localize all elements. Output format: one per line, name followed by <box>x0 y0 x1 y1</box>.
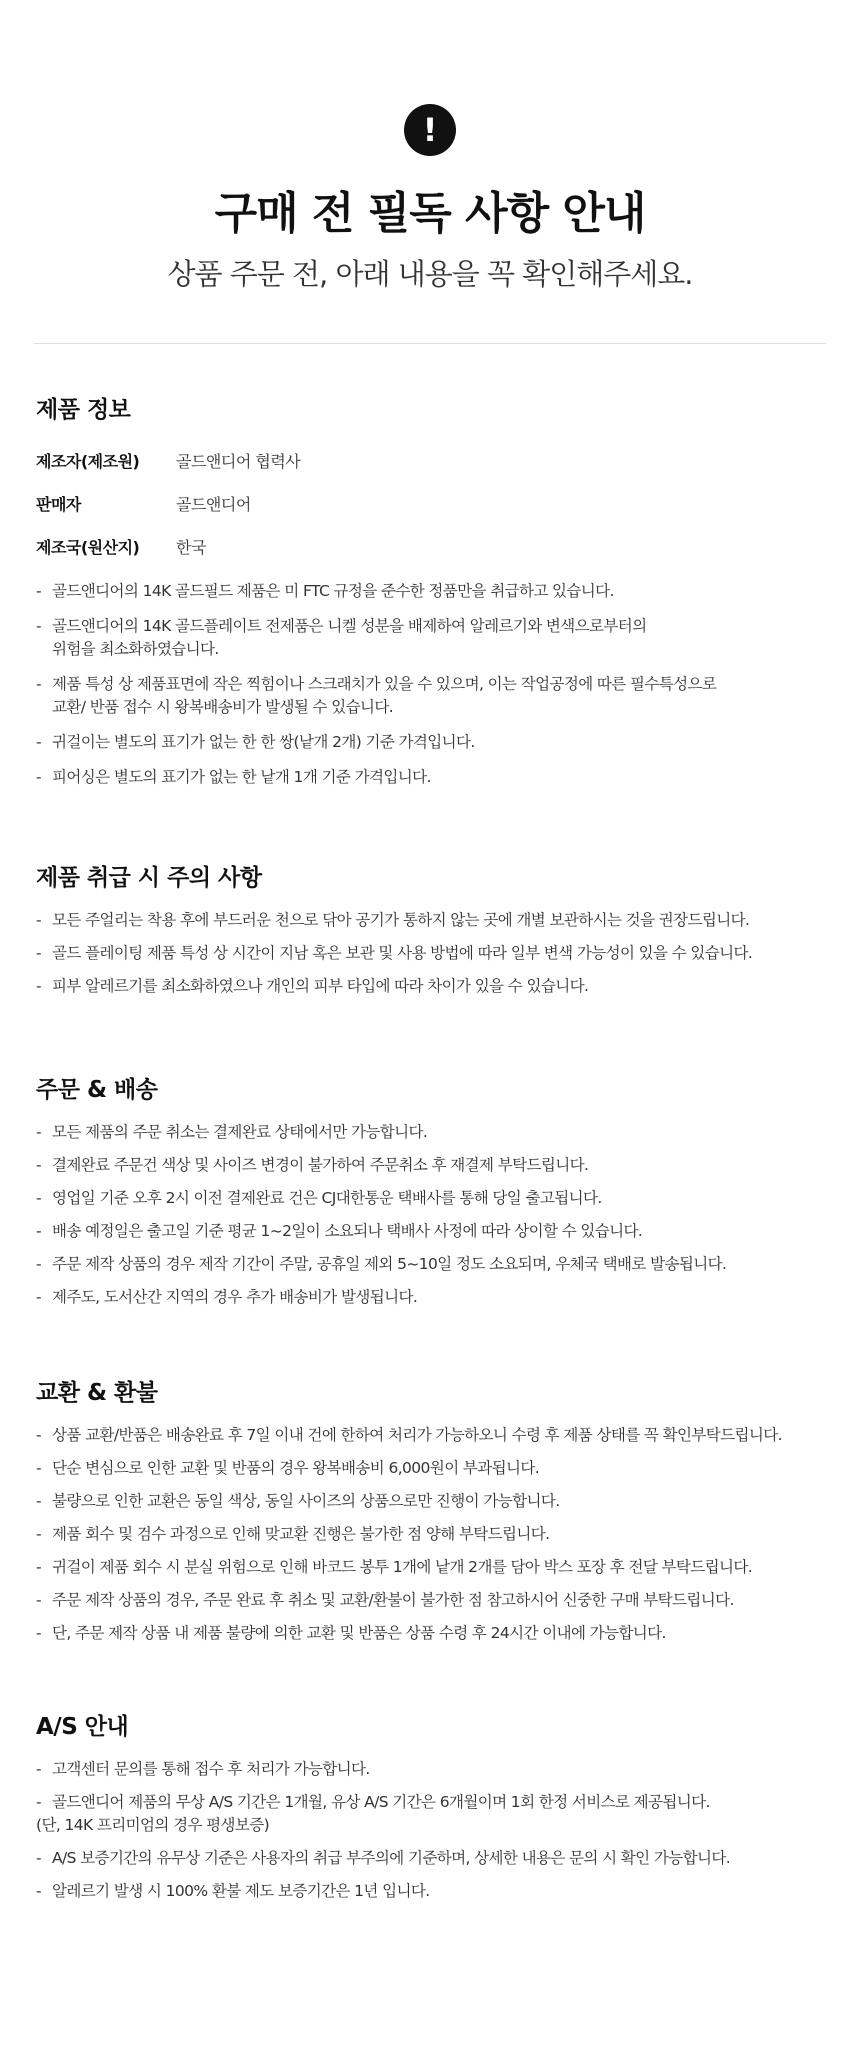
shipping-list <box>36 1121 840 1309</box>
section-heading: 교환 & 환불 <box>36 1380 158 1406</box>
as-section <box>36 1712 840 1903</box>
list-item: - 결제완료 주문건 색상 및 사이즈 변경이 불가하여 주문취소 후 재결제 부탁드립니다. <box>36 1154 840 1177</box>
as-list-top <box>36 1758 840 1814</box>
as-note: (단, 14K 프리미엄의 경우 평생보증) <box>36 1816 270 1834</box>
product-info-section <box>36 395 840 789</box>
section-heading: 주문 & 배송 <box>36 1077 158 1103</box>
list-item: - 제품 특성 상 제품표면에 작은 찍힘이나 스크래치가 있을 수 있으며, 이는 작업공정에 따른 필수특성으로 교환/ 반품 접수 시 왕복배송비가 발생될 수 있습니다. <box>36 673 840 719</box>
section-heading: A/S 안내 <box>36 1714 129 1740</box>
info-row-origin <box>36 537 840 559</box>
list-item: - 주문 제작 상품의 경우 제작 기간이 주말, 공휴일 제외 5~10일 정도 소요되며, 우체국 택배로 발송됩니다. <box>36 1253 840 1276</box>
list-item: - 알레르기 발생 시 100% 환불 제도 보증기간은 1년 입니다. <box>36 1880 840 1903</box>
list-item: - 골드앤디어 제품의 무상 A/S 기간은 1개월, 유상 A/S 기간은 6개월이며 1회 한정 서비스로 제공됩니다. <box>36 1791 840 1814</box>
list-item: - 주문 제작 상품의 경우, 주문 완료 후 취소 및 교환/환불이 불가한 점 참고하시어 신중한 구매 부탁드립니다. <box>36 1589 840 1612</box>
info-key: 판매자 <box>36 495 81 514</box>
care-list <box>36 909 840 998</box>
list-item: - 제품 회수 및 검수 과정으로 인해 맞교환 진행은 불가한 점 양해 부탁드립니다. <box>36 1523 840 1546</box>
info-value: 한국 <box>176 538 206 557</box>
list-item: - 골드앤디어의 14K 골드필드 제품은 미 FTC 규정을 준수한 정품만을 취급하고 있습니다. <box>36 580 840 603</box>
list-item: - 귀걸이 제품 회수 시 분실 위험으로 인해 바코드 봉투 1개에 낱개 2개를 담아 박스 포장 후 전달 부탁드립니다. <box>36 1556 840 1579</box>
refund-section <box>36 1378 840 1645</box>
info-row-seller <box>36 494 840 516</box>
list-item: - 골드앤디어의 14K 골드플레이트 전제품은 니켈 성분을 배제하여 알레르기와 변색으로부터의 위험을 최소화하였습니다. <box>36 615 840 661</box>
section-heading: 제품 정보 <box>36 397 131 423</box>
list-item: - A/S 보증기간의 유무상 기준은 사용자의 취급 부주의에 기준하며, 상세한 내용은 문의 시 확인 가능합니다. <box>36 1847 840 1870</box>
list-item: - 단순 변심으로 인한 교환 및 반품의 경우 왕복배송비 6,000원이 부과됩니다. <box>36 1457 840 1480</box>
section-heading: 제품 취급 시 주의 사항 <box>36 865 262 891</box>
info-row-manufacturer <box>36 451 840 473</box>
page-subtitle: 상품 주문 전, 아래 내용을 꼭 확인해주세요. <box>167 257 693 291</box>
product-info-list <box>36 580 840 789</box>
list-item: - 피어싱은 별도의 표기가 없는 한 낱개 1개 기준 가격입니다. <box>36 766 840 789</box>
info-value: 골드앤디어 협력사 <box>176 452 301 471</box>
list-item: - 제주도, 도서산간 지역의 경우 추가 배송비가 발생됩니다. <box>36 1286 840 1309</box>
info-value: 골드앤디어 <box>176 495 251 514</box>
list-item: - 고객센터 문의를 통해 접수 후 처리가 가능합니다. <box>36 1758 840 1781</box>
list-item: - 피부 알레르기를 최소화하였으나 개인의 피부 타입에 따라 차이가 있을 수 있습니다. <box>36 975 840 998</box>
list-item: - 골드 플레이팅 제품 특성 상 시간이 지남 혹은 보관 및 사용 방법에 따라 일부 변색 가능성이 있을 수 있습니다. <box>36 942 840 965</box>
header-divider <box>34 343 826 344</box>
list-item: - 귀걸이는 별도의 표기가 없는 한 한 쌍(낱개 2개) 기준 가격입니다. <box>36 731 840 754</box>
list-item: - 배송 예정일은 출고일 기준 평균 1~2일이 소요되나 택배사 사정에 따라 상이할 수 있습니다. <box>36 1220 840 1243</box>
list-item: - 단, 주문 제작 상품 내 제품 불량에 의한 교환 및 반품은 상품 수령 후 24시간 이내에 가능합니다. <box>36 1622 840 1645</box>
refund-list <box>36 1424 840 1645</box>
exclamation-icon: ! <box>404 104 456 156</box>
product-info-table <box>36 451 840 559</box>
notice-header <box>0 0 860 294</box>
info-key: 제조국(원산지) <box>36 538 140 557</box>
care-section <box>36 863 840 998</box>
list-item: - 영업일 기준 오후 2시 이전 결제완료 건은 CJ대한통운 택배사를 통해 당일 출고됩니다. <box>36 1187 840 1210</box>
list-item: - 모든 주얼리는 착용 후에 부드러운 천으로 닦아 공기가 통하지 않는 곳에 개별 보관하시는 것을 권장드립니다. <box>36 909 840 932</box>
list-item: - 상품 교환/반품은 배송완료 후 7일 이내 건에 한하여 처리가 가능하오니 수령 후 제품 상태를 꼭 확인부탁드립니다. <box>36 1424 840 1447</box>
list-item: - 모든 제품의 주문 취소는 결제완료 상태에서만 가능합니다. <box>36 1121 840 1144</box>
list-item: - 불량으로 인한 교환은 동일 색상, 동일 사이즈의 상품으로만 진행이 가능합니다. <box>36 1490 840 1513</box>
shipping-section <box>36 1075 840 1309</box>
page-title: 구매 전 필독 사항 안내 <box>214 188 646 239</box>
info-key: 제조자(제조원) <box>36 452 140 471</box>
as-list-bottom <box>36 1847 840 1903</box>
